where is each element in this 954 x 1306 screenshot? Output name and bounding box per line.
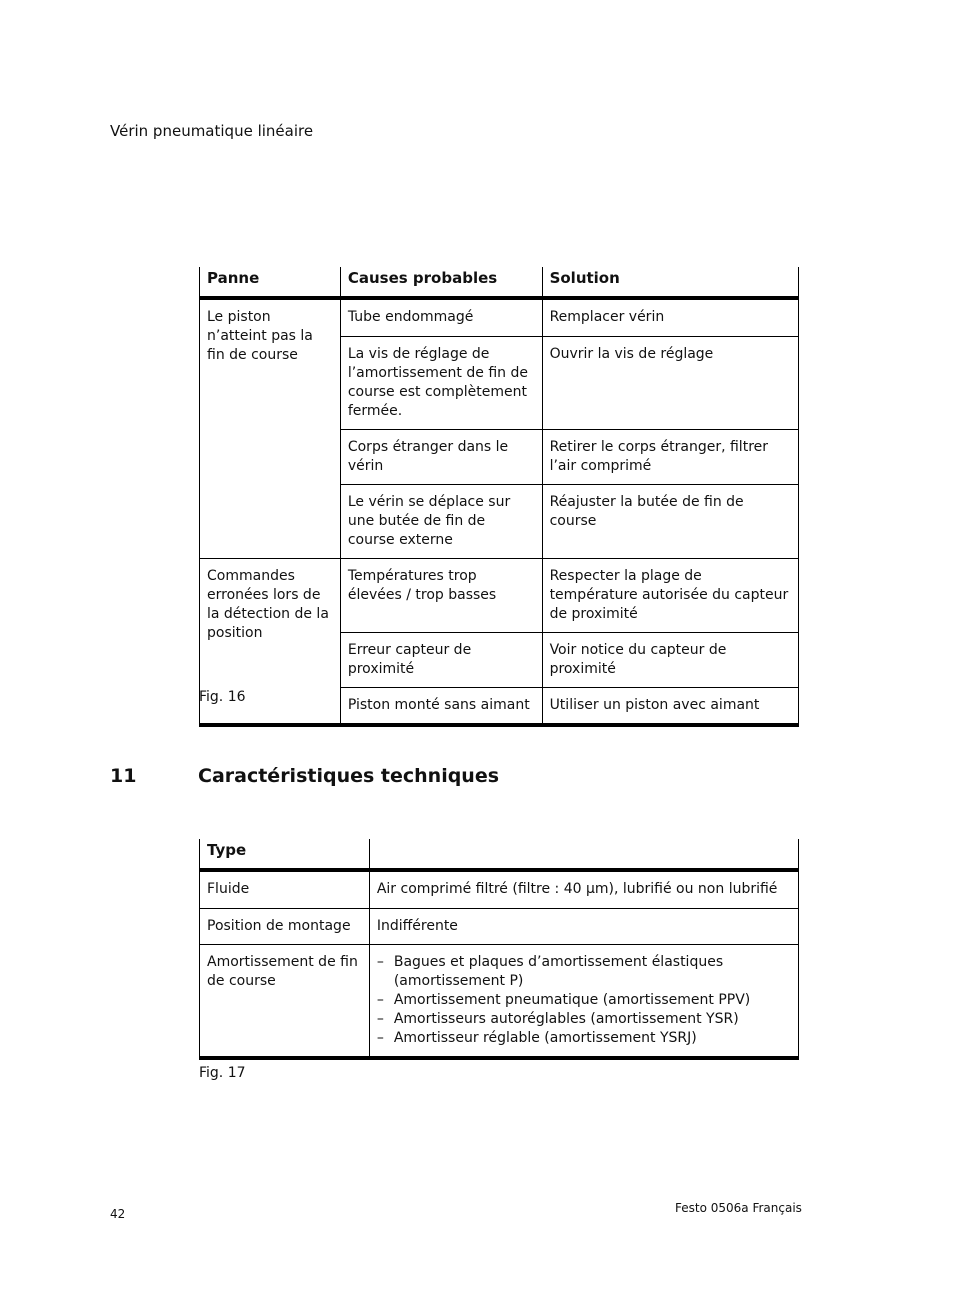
property-value [369, 944, 798, 1058]
solution-cell: Respecter la plage de température autorisée du capteur de proximité [542, 558, 798, 632]
table-row [200, 298, 799, 336]
list-item: – Amortisseurs autoréglables (amortissement YSR) [377, 1010, 791, 1029]
table-row [200, 944, 799, 1058]
cause-cell: Températures trop élevées / trop basses [340, 558, 542, 632]
cause-cell: La vis de réglage de l’amortissement de fin de course est complètement fermée. [340, 336, 542, 429]
cause-cell: Erreur capteur de proximité [340, 632, 542, 687]
table-header-row [200, 267, 799, 298]
running-title: Vérin pneumatique linéaire [110, 122, 314, 140]
solution-cell: Remplacer vérin [542, 298, 798, 336]
damping-options-list [377, 953, 791, 1048]
fault-cell: Le piston n’atteint pas la fin de course [200, 298, 341, 558]
solution-cell: Voir notice du capteur de proximité [542, 632, 798, 687]
table-header-row [200, 839, 799, 870]
figure-caption: Fig. 17 [199, 1065, 246, 1081]
property-label: Amortissement de fin de course [200, 944, 370, 1058]
publisher-info: Festo 0506a Français [675, 1201, 802, 1215]
table-row [200, 558, 799, 632]
figure-caption: Fig. 16 [199, 689, 246, 705]
column-header-type: Type [200, 839, 370, 870]
column-header-solution: Solution [542, 267, 798, 298]
section-number: 11 [110, 765, 137, 787]
solution-cell: Retirer le corps étranger, filtrer l’air comprimé [542, 429, 798, 484]
table-row [200, 870, 799, 908]
technical-data-table [199, 839, 799, 1060]
list-item: – Bagues et plaques d’amortissement élastiques (amortissement P) [377, 953, 791, 991]
cause-cell: Corps étranger dans le vérin [340, 429, 542, 484]
solution-cell: Ouvrir la vis de réglage [542, 336, 798, 429]
cause-cell: Le vérin se déplace sur une butée de fin de course externe [340, 484, 542, 558]
solution-cell: Réajuster la butée de fin de course [542, 484, 798, 558]
troubleshooting-table [199, 267, 799, 727]
list-item: – Amortisseur réglable (amortissement YSRJ) [377, 1029, 791, 1048]
solution-cell: Utiliser un piston avec aimant [542, 687, 798, 725]
column-header-fault: Panne [200, 267, 341, 298]
section-title: Caractéristiques techniques [198, 765, 500, 787]
list-item: – Amortissement pneumatique (amortissement PPV) [377, 991, 791, 1010]
property-value: Air comprimé filtré (filtre : 40 μm), lubrifié ou non lubrifié [369, 870, 798, 908]
column-header-value [369, 839, 798, 870]
property-label: Fluide [200, 870, 370, 908]
column-header-causes: Causes probables [340, 267, 542, 298]
cause-cell: Piston monté sans aimant [340, 687, 542, 725]
property-label: Position de montage [200, 908, 370, 944]
fault-cell: Commandes erronées lors de la détection de la position [200, 558, 341, 725]
cause-cell: Tube endommagé [340, 298, 542, 336]
table-row [200, 908, 799, 944]
page-number: 42 [110, 1207, 126, 1221]
property-value: Indifférente [369, 908, 798, 944]
